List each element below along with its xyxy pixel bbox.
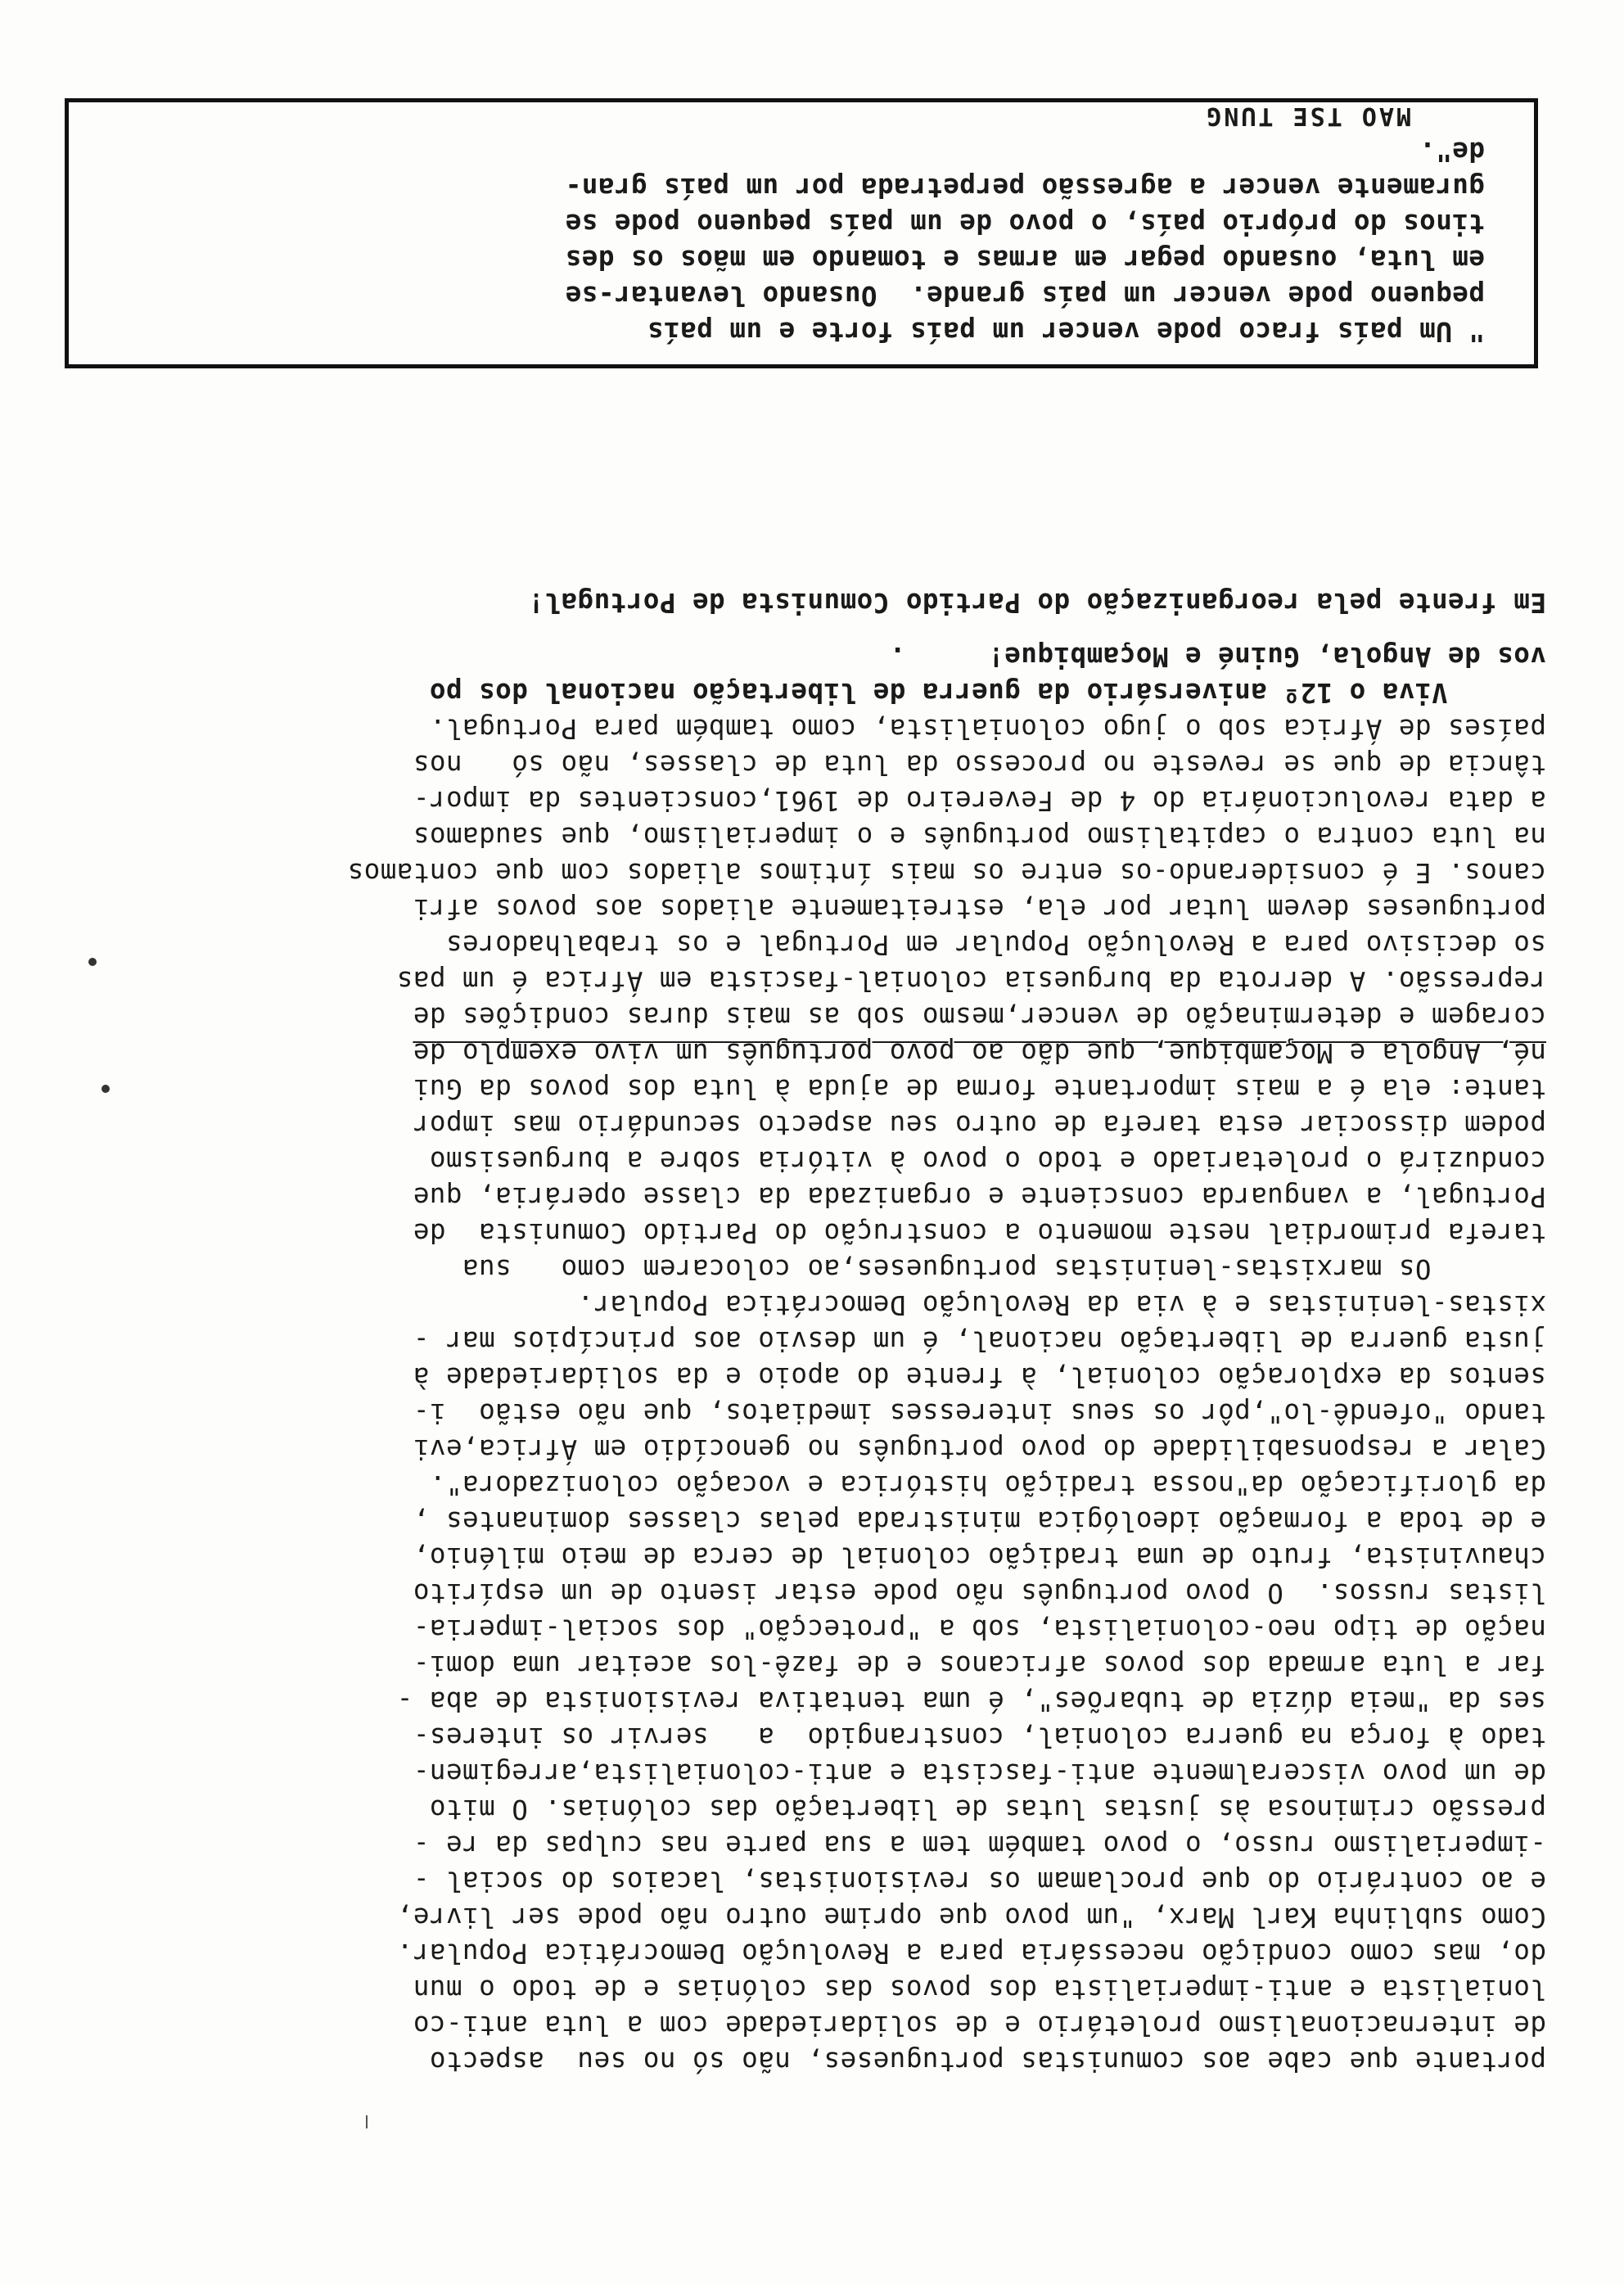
body-line: e ao contrário do que proclamam os revisionistas, lacaios do social - — [413, 1866, 1546, 1897]
quote-author: MAO TSE TUNG — [1204, 102, 1411, 130]
body-line: justa guerra de libertação nacional, é um desvio aos princípios mar - — [413, 1325, 1546, 1356]
closing-slogan: Em frente pela reorganização do Partido Comunista de Portugal! — [527, 587, 1546, 618]
quote-line: " Um país fraco pode vencer um país forte e um país — [647, 316, 1485, 347]
quote-line: guramente vencer a agressão perpetrada por um país gran- — [565, 172, 1485, 203]
body-line: far a luta armada dos povos africanos e de fazê-los aceitar uma domi- — [413, 1650, 1546, 1681]
body-line: Os marxistas-leninistas portugueses,ao colocarem como sua — [462, 1253, 1546, 1284]
body-line: na luta contra o capitalismo português e o imperialismo, que saudamos — [413, 821, 1546, 852]
body-line: Portugal, a vanguarda consciente e organizada da classe operária, que — [413, 1181, 1546, 1212]
body-line: da glorificação da"nossa tradição histórica e vocação colonizadora". — [429, 1469, 1546, 1501]
body-line: Calar a responsabilidade do povo português no genocídio em África,evi — [413, 1433, 1546, 1465]
body-line: vos de Angola, Guiné e Moçambique! . — [889, 641, 1546, 672]
body-line: podem dissociar esta tarefa de outro seu aspecto secundário mas impor — [413, 1109, 1546, 1140]
body-line: tante: ela é a mais importante forma de ajuda à luta dos povos da Gui — [413, 1073, 1546, 1104]
quote-line: tinos do próprio país, o povo de um país pequeno pode se — [565, 208, 1485, 239]
body-line: so decisivo para a Revolução Popular em Portugal e os trabalhadores — [445, 929, 1546, 960]
body-line: a data revolucionária do 4 de Fevereiro de 1961,conscientes da impor- — [413, 785, 1546, 816]
body-line: tância de que se reveste no processo da luta de classes, não só nos — [413, 749, 1546, 780]
body-line: sentos da exploração colonial, à frente do apoio e da solidariedade à — [413, 1361, 1546, 1393]
body-line: Como sublinha Karl Marx, "um povo que oprime outro não pode ser livre, — [396, 1902, 1546, 1933]
body-line: xistas-leninistas e à via da Revolução Democrática Popular. — [577, 1289, 1546, 1320]
body-line: coragem e determinação de vencer,mesmo sob as mais duras condições de — [413, 1001, 1546, 1032]
body-line: chauvinista, fruto de uma tradição colonial de cerca de meio milénio, — [413, 1541, 1546, 1573]
body-line: canos. E é considerando-os entre os mais íntimos aliados com que contamos — [347, 857, 1546, 888]
body-line: pressão criminosa às justas lutas de libertação das colónias. O mito — [429, 1794, 1546, 1825]
quote-box — [65, 98, 1538, 368]
body-line: nação de tipo neo-colonialista, sob a "protecção" dos social-imperia- — [413, 1614, 1546, 1645]
body-line: repressão. A derrota da burguesia colonial-fascista em África é um pas — [396, 965, 1546, 996]
body-line: portugueses devem lutar por ela, estreitamente aliados aos povos afri — [413, 893, 1546, 924]
body-line: tado à força na guerra colonial, constrangido a servir os interes- — [413, 1722, 1546, 1753]
body-line: países de África sob o jugo colonialista, como também para Portugal. — [429, 713, 1546, 744]
body-text — [32, 585, 1546, 2079]
margin-dot — [88, 958, 97, 966]
body-line: listas russos. O povo português não pode estar isento de um espírito — [413, 1578, 1546, 1609]
body-line: de um povo visceralmente anti-fascista e anti-colonialista,arregimen- — [413, 1758, 1546, 1789]
body-line: e de toda a formação ideológica ministrada pelas classes dominantes , — [413, 1505, 1546, 1537]
body-line: ses da "meia dúzia de tubarões", é uma tentativa revisionista de aba - — [396, 1686, 1546, 1717]
quote-line: de". — [1419, 136, 1485, 167]
body-line: de internacionalismo proletário e de solidariedade com a luta anti-co — [413, 2010, 1546, 2041]
margin-dot — [102, 1085, 110, 1093]
quote-line: em luta, ousando pegar em armas e tomando em mãos os des — [565, 244, 1485, 275]
body-line: -imperialismo russo, o povo também tem a sua parte nas culpas da re - — [413, 1830, 1546, 1861]
body-line: Viva o 12º aniversário da guerra de libertação nacional dos po — [429, 677, 1546, 708]
body-line: do, mas como condição necessária para a Revolução Democrática Popular. — [396, 1938, 1546, 1969]
body-line: tarefa primordial neste momento a construção do Partido Comunista de — [413, 1217, 1546, 1248]
body-line: lonialista e anti-imperialista dos povos das colónias e de todo o mun — [413, 1974, 1546, 2005]
quote-line: pequeno pode vencer um país grande. Ousando levantar-se — [565, 280, 1485, 311]
body-line: né, Angola e Moçambique, que dão ao povo português um vivo exemplo de — [413, 1037, 1546, 1068]
body-line: conduzirá o proletariado e todo o povo à vitória sobre a burguesismo — [429, 1145, 1546, 1176]
body-line: portante que cabe aos comunistas portugueses, não só no seu aspecto — [429, 2046, 1546, 2077]
body-line: tando "ofendê-lo",pôr os seus interesses imediatos, que não estão i- — [413, 1397, 1546, 1429]
margin-mark — [366, 2115, 368, 2128]
